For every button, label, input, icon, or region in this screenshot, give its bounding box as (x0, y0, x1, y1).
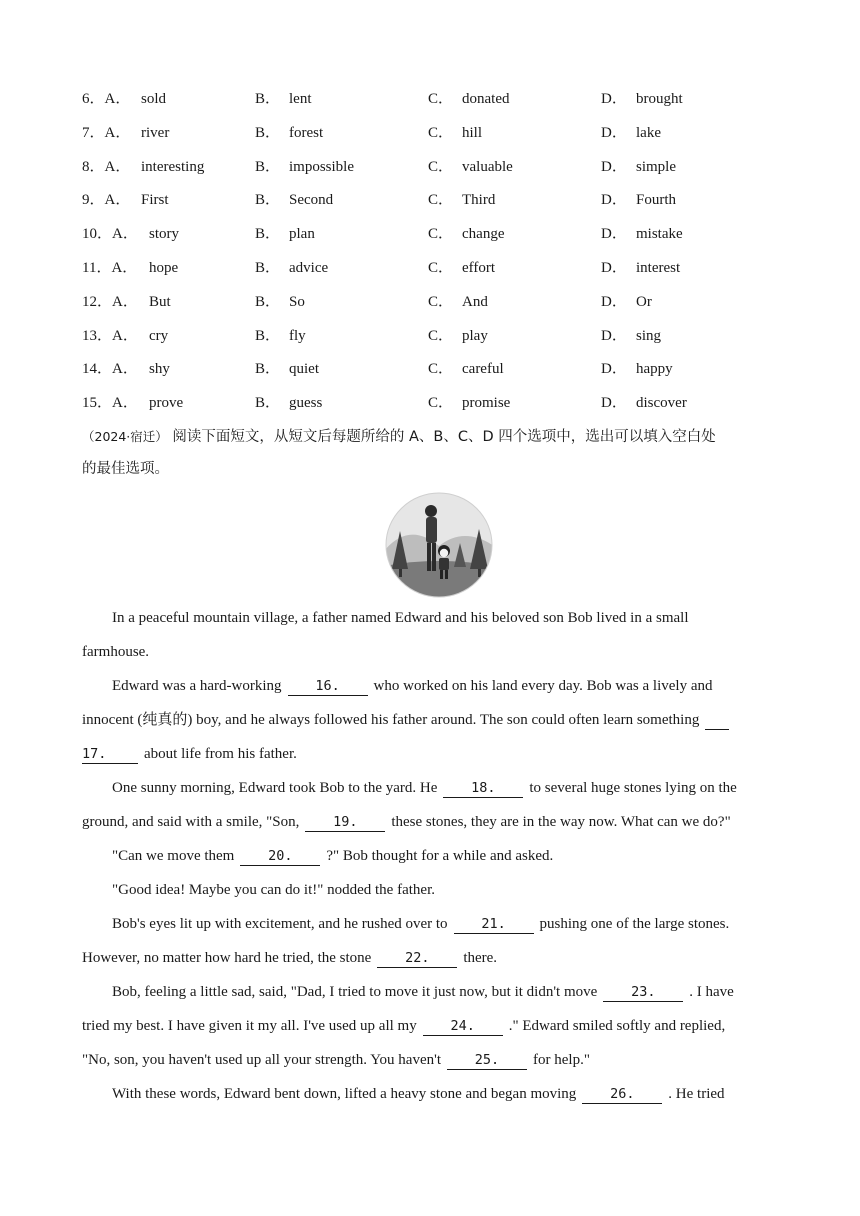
text-line (82, 1009, 782, 1043)
text-span: about life from his father. (144, 746, 297, 762)
text-span: One sunny morning, Edward took Bob to the yard. He (112, 780, 438, 796)
option-c-label: C． (428, 159, 454, 175)
option-row (0, 358, 860, 380)
option-d: happy (636, 361, 673, 377)
paragraph-7 (82, 975, 782, 1009)
option-c: play (462, 328, 488, 344)
option-c-label: C． (428, 328, 454, 344)
option-b-label: B． (255, 328, 281, 344)
text-line (82, 941, 782, 975)
instruction-line-2: 的最佳选项。 (82, 461, 169, 477)
source-tag: （2024·宿迁） (82, 429, 168, 444)
option-b-label: B． (255, 395, 281, 411)
option-c: Third (462, 192, 496, 208)
paragraph-6 (82, 907, 782, 941)
instruction-line-1: 阅读下面短文，从短文后每题所给的 A、B、C、D 四个选项中，选出可以填入空白处 (172, 429, 716, 445)
text-span: "Can we move them (112, 848, 235, 864)
option-row (0, 325, 860, 347)
option-a: sold (141, 91, 167, 107)
option-c: valuable (462, 159, 513, 175)
option-d: lake (636, 125, 661, 141)
paragraph-2 (82, 669, 782, 703)
blank-21: 21. (454, 915, 534, 934)
text-span: Bob, feeling a little sad, said, "Dad, I tried to move it just now, but it didn't move (112, 984, 598, 1000)
option-c-label: C． (428, 192, 454, 208)
option-b-label: B． (255, 260, 281, 276)
option-d: Or (636, 294, 652, 310)
text-span: . I have (689, 984, 734, 1000)
paragraph-8 (82, 1077, 782, 1111)
option-row (0, 156, 860, 178)
option-c: And (462, 294, 488, 310)
option-a: river (141, 125, 170, 141)
option-b: plan (289, 226, 315, 242)
text-line (82, 1043, 782, 1077)
option-c-label: C． (428, 91, 454, 107)
text-span: these stones, they are in the way now. What can we do?" (391, 814, 731, 830)
option-a: story (149, 226, 179, 242)
father-son-illustration (384, 491, 494, 599)
option-row (0, 392, 860, 414)
question-number: 10．A． (82, 226, 138, 242)
option-a: cry (149, 328, 169, 344)
text-span: However, no matter how hard he tried, the stone (82, 950, 372, 966)
option-d-label: D． (601, 125, 627, 141)
option-a: But (149, 294, 171, 310)
text-line (82, 805, 782, 839)
blank-25: 25. (447, 1051, 527, 1070)
option-d-label: D． (601, 159, 627, 175)
option-a: shy (149, 361, 170, 377)
option-a: prove (149, 395, 184, 411)
text-span: ." Edward smiled softly and replied, (508, 1018, 726, 1034)
question-number: 8．A． (82, 159, 131, 175)
text-span: ground, and said with a smile, "Son, (82, 814, 300, 830)
option-d-label: D． (601, 260, 627, 276)
text-span: to several huge stones lying on the (529, 780, 737, 796)
option-d: interest (636, 260, 681, 276)
question-number: 15．A． (82, 395, 138, 411)
option-row (0, 257, 860, 279)
question-number: 9．A． (82, 192, 131, 208)
option-b: quiet (289, 361, 319, 377)
option-row (0, 291, 860, 313)
option-d-label: D． (601, 91, 627, 107)
text-span: In a peaceful mountain village, a father named Edward and his beloved son Bob lived in a small (112, 610, 689, 626)
text-span: pushing one of the large stones. (539, 916, 730, 932)
option-a: First (141, 192, 169, 208)
option-b-label: B． (255, 125, 281, 141)
question-number: 14．A． (82, 361, 138, 377)
option-c: effort (462, 260, 496, 276)
option-d: Fourth (636, 192, 677, 208)
option-c: hill (462, 125, 483, 141)
option-b: Second (289, 192, 334, 208)
option-d-label: D． (601, 192, 627, 208)
blank-18: 18. (443, 779, 523, 798)
option-d-label: D． (601, 294, 627, 310)
option-c-label: C． (428, 395, 454, 411)
option-d: brought (636, 91, 683, 107)
blank-22: 22. (377, 949, 457, 968)
paragraph-1 (82, 601, 782, 635)
option-b: lent (289, 91, 312, 107)
option-b-label: B． (255, 192, 281, 208)
option-b: So (289, 294, 305, 310)
paragraph-4 (82, 839, 782, 873)
text-line: farmhouse. (82, 644, 150, 660)
option-c-label: C． (428, 294, 454, 310)
option-row (0, 122, 860, 144)
question-number: 12．A． (82, 294, 138, 310)
blank-17-start (705, 711, 729, 730)
option-c: change (462, 226, 505, 242)
option-row (0, 223, 860, 245)
option-b-label: B． (255, 226, 281, 242)
option-c: promise (462, 395, 511, 411)
blank-17: 17. (82, 745, 138, 764)
option-b: impossible (289, 159, 355, 175)
text-span: "No, son, you haven't used up all your strength. You haven't (82, 1052, 441, 1068)
instructions (82, 420, 782, 486)
text-line (82, 703, 782, 737)
option-c-label: C． (428, 125, 454, 141)
question-number: 7．A． (82, 125, 131, 141)
option-row (0, 189, 860, 211)
blank-19: 19. (305, 813, 385, 832)
paragraph-3 (82, 771, 782, 805)
passage (82, 601, 782, 1111)
option-a: interesting (141, 159, 205, 175)
text-span: there. (463, 950, 498, 966)
option-b-label: B． (255, 361, 281, 377)
option-c-label: C． (428, 226, 454, 242)
blank-16: 16. (288, 677, 368, 696)
text-line (82, 737, 782, 771)
text-span: innocent (纯真的) boy, and he always followed his father around. The son could often learn something (82, 712, 700, 728)
option-b-label: B． (255, 159, 281, 175)
option-d-label: D． (601, 328, 627, 344)
text-span: tried my best. I have given it my all. I've used up all my (82, 1018, 417, 1034)
option-c-label: C． (428, 260, 454, 276)
paragraph-5: "Good idea! Maybe you can do it!" nodded the father. (112, 882, 435, 898)
option-d-label: D． (601, 395, 627, 411)
option-b: fly (289, 328, 306, 344)
text-span: who worked on his land every day. Bob was a lively and (373, 678, 713, 694)
option-d: simple (636, 159, 676, 175)
option-b: guess (289, 395, 323, 411)
text-span: Edward was a hard-working (112, 678, 282, 694)
question-number: 6．A． (82, 91, 131, 107)
blank-20: 20. (240, 847, 320, 866)
blank-26: 26. (582, 1085, 662, 1104)
option-c: careful (462, 361, 504, 377)
option-d-label: D． (601, 226, 627, 242)
blank-23: 23. (603, 983, 683, 1002)
text-span: . He tried (668, 1086, 725, 1102)
blank-24: 24. (423, 1017, 503, 1036)
option-b: forest (289, 125, 324, 141)
option-d: discover (636, 395, 687, 411)
option-b-label: B． (255, 91, 281, 107)
option-row (0, 88, 860, 110)
option-c: donated (462, 91, 510, 107)
option-d-label: D． (601, 361, 627, 377)
question-number: 13．A． (82, 328, 138, 344)
text-span: With these words, Edward bent down, lifted a heavy stone and began moving (112, 1086, 577, 1102)
text-span: ?" Bob thought for a while and asked. (326, 848, 554, 864)
option-d: sing (636, 328, 662, 344)
option-c-label: C． (428, 361, 454, 377)
text-span: for help." (533, 1052, 590, 1068)
option-d: mistake (636, 226, 683, 242)
question-number: 11．A． (82, 260, 138, 276)
option-b-label: B． (255, 294, 281, 310)
text-span: Bob's eyes lit up with excitement, and he rushed over to (112, 916, 448, 932)
option-a: hope (149, 260, 179, 276)
option-b: advice (289, 260, 329, 276)
